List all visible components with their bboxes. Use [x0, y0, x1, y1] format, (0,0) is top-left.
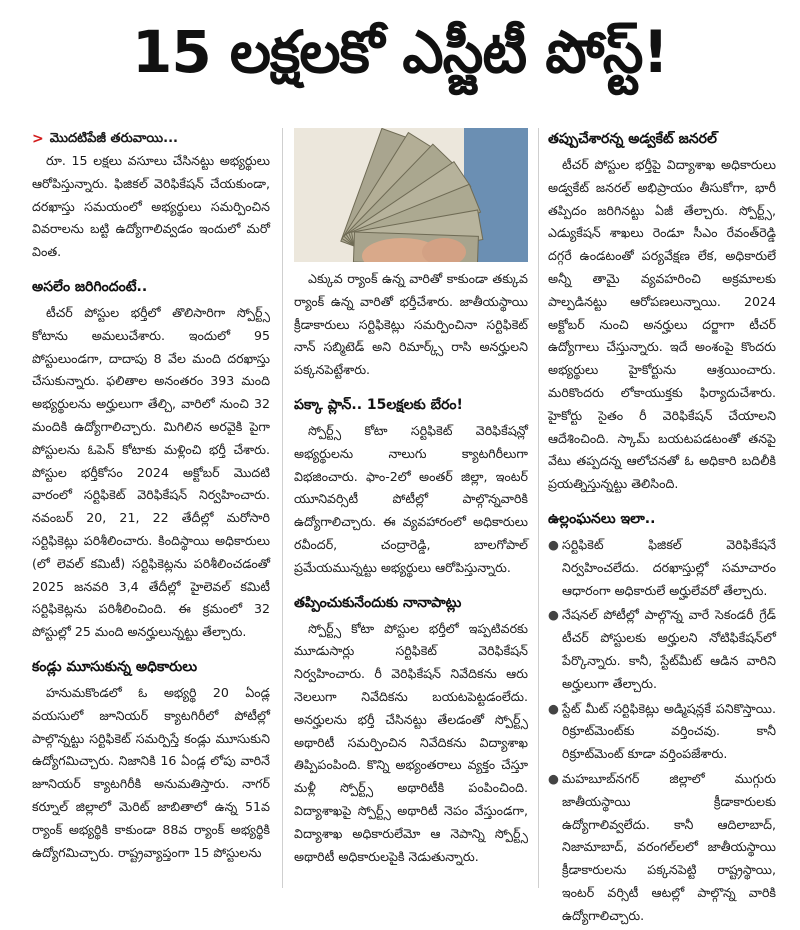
body-paragraph: హనుమకొండలో ఓ అభ్యర్థి 20 ఏండ్ల వయసులో జూనియర్ క్యాటగిరీలో పోటీల్లో పాల్గొన్నట్టు సర్టిఫికెట్ సమర్పిస్తే కండ్లు మూసుకుని ఉద్యోగమిచ్చారు. నిజానికి 16 ఏండ్ల లోపు వారినే జూనియర్ క్యాటగిరీకి అనుమతిస్తారు. నాగర్ కర్నూల్ జిల్లాలో మెరిట్ జాబితాలో ఉన్న 51వ ర్యాంక్ అభ్యర్థికి కాకుండా 88వ ర్యాంక్ అభ్యర్థికి ఉద్యోగమిచ్చారు. రాష్ట్రవ్యాప్తంగా 15 పోస్టులను: [32, 684, 270, 860]
list-item: ● నేషనల్ పోటీల్లో పాల్గొన్న వారే సెకండరీ గ్రేడ్ టీచర్ పోస్టులకు అర్హులని నోటిఫికేషన్‌లో పేర్కొన్నారు. కానీ, స్టేట్‌మీట్ ఆడిన వారిని అర్హులుగా తేల్చారు.: [548, 604, 776, 695]
body-paragraph: టీచర్ పోస్టుల భర్తీలో తొలిసారిగా స్పోర్ట్స్ కోటాను అమలుచేశారు. ఇందులో 95 పోస్టులుండగా, దాదాపు 8 వేల మంది దరఖాస్తు చేసుకున్నారు. ఫలితాల అనంతరం 393 మంది అభ్యర్థులను అర్హులుగా తేల్చి, వారిలో నుంచి 32 మందికి ఉద్యోగాలిచ్చారు. మిగిలిన అరవైకి పైగా పోస్టులను ఓపెన్ కోటాకు మళ్లించి భర్తీ చేశారు. పోస్టుల భర్తీకోసం 2024 అక్టోబర్ మొదటి వారంలో సర్టిఫికెట్ వెరిఫికేషన్ నిర్వహించారు. నవంబర్ 20, 21, 22 తేదీల్లో మరోసారి సర్టిఫికెట్లు పరిశీలించారు. కిందిస్థాయి అధికారులు (లో లెవల్ కమిటీ) సర్టిఫికెట్లను పరిశీలించడంతో 2025 జనవరి 3,4 తేదీల్లో హైలెవల్ కమిటీ సర్టిఫికెట్లను పరిశీలించింది. ఈ క్రమంలో 32 పోస్టుల్లో 25 మంది అనర్హులున్నట్టు తేల్చారు.: [32, 304, 270, 640]
bullet-icon: ●: [548, 607, 559, 623]
column-2: [294, 268, 528, 868]
currency-notes-photo: [294, 128, 528, 262]
subheading: అసలేం జరిగిందంటే..: [32, 278, 148, 295]
bullet-icon: ●: [548, 536, 559, 552]
list-item: ● స్టేట్ మీట్ సర్టిఫికెట్లు అడ్మిషన్లకే పనికొస్తాయి. రిక్రూట్‌మెంట్‌కు వర్తించవు. కానీ రిక్రూట్‌మెంట్ కూడా వర్తింపజేశారు.: [548, 698, 776, 766]
subheading: తప్పించుకునేందుకు నానాపాట్లు: [294, 594, 462, 611]
body-paragraph: టీచర్ పోస్టుల భర్తీపై విద్యాశాఖ అధికారులు అడ్వకేట్ జనరల్ అభిప్రాయం తీసుకోగా, భారీ తప్పిదం జరిగినట్టు ఏజీ తేల్చారు. స్పోర్ట్స్, ఎడ్యుకేషన్ శాఖలు రెండూ సీఎం రేవంత్‌రెడ్డి దగ్గరే ఉండటంతో పర్యవేక్షణ లేక, అధికారులే అన్నీ తామై వ్యవహరించి అక్రమాలకు పాల్పడినట్టు ఆరోపణలున్నాయి. 2024 అక్టోబర్ నుంచి అనర్హులు దర్జాగా టీచర్ ఉద్యోగాలు చేస్తున్నారు. ఇదే అంశంపై కొందరు అభ్యర్థులు హైకోర్టును ఆశ్రయించారు. మరికొందరు లోకాయుక్తకు ఫిర్యాదుచేశారు. హైకోర్టు సైతం రీ వెరిఫికేషన్ చేయాలని ఆదేశించింది. స్కామ్ బయటపడటంతో తనపై వేటు తప్పదన్న ఆలోచనతో ఓ అధికారి బదిలీకి ప్రయత్నిస్తున్నట్టు తెలిసింది.: [548, 157, 776, 492]
chevron-right-icon: >: [32, 131, 44, 147]
column-1: [32, 128, 270, 864]
continued-label: [32, 128, 270, 150]
body-paragraph: స్పోర్ట్స్ కోటా పోస్టుల భర్తీలో ఇప్పటివరకు మూడుసార్లు సర్టిఫికెట్ వెరిఫికేషన్ నిర్వహించారు. రీ వెరిఫికేషన్ నివేదికను ఆరు నెలలుగా నివేదికను బయటపెట్టడంలేదు. అనర్హులను భర్తీ చేసినట్టు తేలడంతో స్పోర్ట్స్ అథారిటీ సమర్పించిన నివేదికను విద్యాశాఖ తిప్పిపంపింది. కొన్ని అభ్యంతరాలు వ్యక్తం చేస్తూ మళ్లీ స్పోర్ట్స్ అథారిటీకి పంపించింది. విద్యాశాఖపై స్పోర్ట్స్ అథారిటీ నెపం వేస్తుండగా, విద్యాశాఖ అధికారులేమో ఆ నెపాన్ని స్పోర్ట్స్ అథారిటీ అధికారులపైకి నెడుతున్నారు.: [294, 620, 528, 864]
violations-list: [548, 534, 776, 928]
notes-illustration: [294, 128, 528, 262]
subheading: కండ్లు మూసుకున్న అధికారులు: [32, 658, 198, 675]
body-paragraph: స్పోర్ట్స్ కోటా సర్టిఫికెట్ వెరిఫికేషన్లో అభ్యర్థులను నాలుగు క్యాటగిరీలుగా విభజించారు. ఫాం-2లో అంతర్ జిల్లా, ఇంటర్ యూనివర్సిటీ పోటీల్లో పాల్గొన్నవారికి ఉద్యోగాలిచ్చారు. ఈ వ్యవహారంలో అధికారులు రవీందర్, చంద్రారెడ్డి, బాలగోపాల్ ప్రమేయమున్నట్టు అభ్యర్థులు ఆరోపిస్తున్నారు.: [294, 422, 528, 575]
column-divider: [538, 128, 539, 888]
headline: 15 లక్షలకో ఎస్జీటీ పోస్ట్!: [132, 17, 668, 86]
list-item: ● మహబూబ్‌నగర్ జిల్లాలో ముగ్గురు జాతీయస్థాయి క్రీడాకారులకు ఉద్యోగాలివ్వలేదు. కానీ ఆదిలాబాద్, నిజామాబాద్, వరంగల్‌లలో జాతీయస్థాయి క్రీడాకారులను పక్కనపెట్టి రాష్ట్రస్థాయి, ఇంటర్ వర్సిటీ ఆటల్లో పాల్గొన్న వారికి ఉద్యోగాలిచ్చారు.: [548, 768, 776, 928]
column-3: [548, 128, 776, 930]
subheading: తప్పుచేశారన్న అడ్వకేట్ జనరల్: [548, 131, 717, 147]
bullet-icon: ●: [548, 770, 559, 786]
column-divider: [282, 128, 283, 888]
continued-text: మొదటిపేజీ తరువాయి...: [49, 131, 178, 146]
body-paragraph: ఎక్కువ ర్యాంక్ ఉన్న వారితో కాకుండా తక్కువ ర్యాంక్ ఉన్న వారితో భర్తీచేశారు. జాతీయస్థాయి క్రీడాకారులు సర్టిఫికెట్లు సమర్పించినా సర్టిఫికెట్ నాన్ సబ్మిటెడ్ అని రిమార్క్స్ రాసి అనర్హులని పక్కనపెట్టేశారు.: [294, 271, 528, 378]
subheading: ఉల్లంఘనలు ఇలా..: [548, 510, 656, 527]
subheading: పక్కా ప్లాన్.. 15లక్షలకు బేరం!: [294, 396, 463, 413]
intro-paragraph: రూ. 15 లక్షలు వసూలు చేసినట్టు అభ్యర్థులు ఆరోపిస్తున్నారు. ఫిజికల్ వెరిఫికేషన్ చేయకుండా, దరఖాస్తు సమయంలో అభ్యర్థులు సమర్పించిన వివరాలను బట్టి ఉద్యోగాలివ్వడం ఇందులో మరో వింత.: [32, 153, 270, 260]
bullet-icon: ●: [548, 700, 559, 716]
list-item: ● సర్టిఫికెట్ ఫిజికల్ వెరిఫికేషనే నిర్వహించలేదు. దరఖాస్తుల్లో సమాచారం ఆధారంగా అధికారులే అర్హులేవరో తేల్చారు.: [548, 534, 776, 602]
